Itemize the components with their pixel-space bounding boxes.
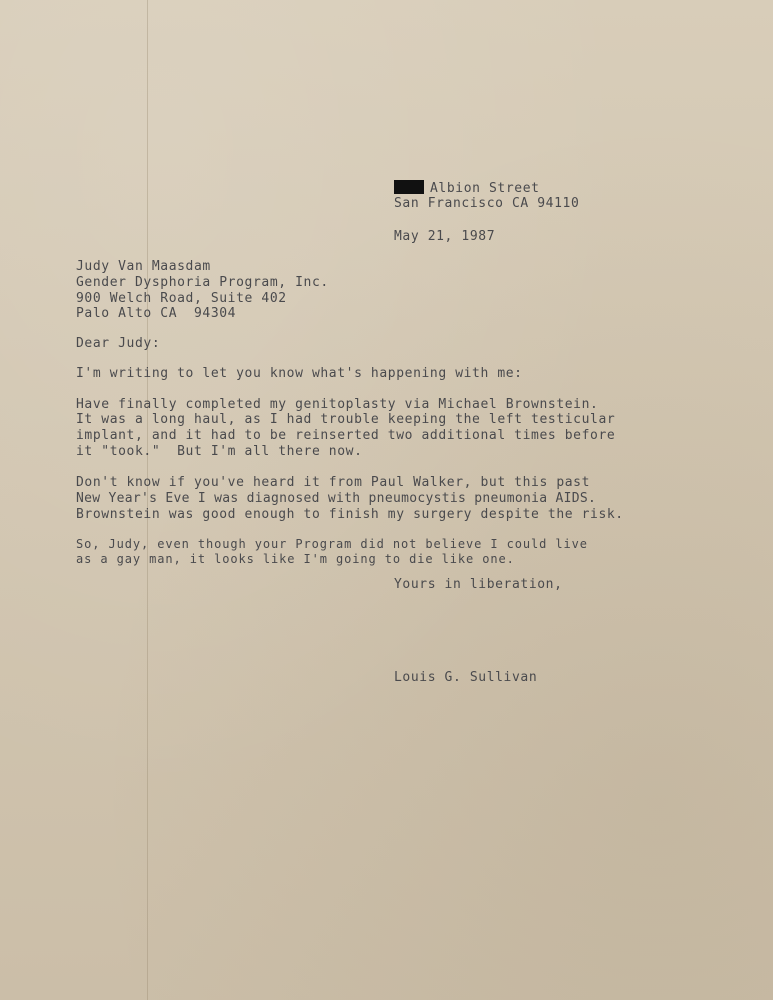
letter-date: May 21, 1987 bbox=[394, 229, 496, 244]
paragraph-surgery-line: Have finally completed my genitoplasty via Michael Brownstein. bbox=[76, 397, 599, 412]
recipient-organization: Gender Dysphoria Program, Inc. bbox=[76, 275, 329, 290]
paragraph-surgery-line: it "took." But I'm all there now. bbox=[76, 444, 363, 459]
paragraph-surgery-line: It was a long haul, as I had trouble keeping the left testicular bbox=[76, 412, 616, 427]
redaction-block bbox=[394, 180, 424, 194]
sender-street: Albion Street bbox=[430, 181, 540, 196]
paragraph-closing-thought-line: as a gay man, it looks like I'm going to die like one. bbox=[76, 552, 515, 566]
recipient-name: Judy Van Maasdam bbox=[76, 259, 211, 274]
paragraph-diagnosis-line: New Year's Eve I was diagnosed with pneumocystis pneumonia AIDS. bbox=[76, 491, 597, 506]
closing: Yours in liberation, bbox=[394, 577, 563, 592]
paragraph-intro: I'm writing to let you know what's happening with me: bbox=[76, 366, 523, 381]
recipient-city: Palo Alto CA 94304 bbox=[76, 306, 237, 321]
paragraph-closing-thought-line: So, Judy, even though your Program did not believe I could live bbox=[76, 537, 588, 551]
sender-street-line bbox=[394, 180, 540, 197]
paragraph-diagnosis-line: Don't know if you've heard it from Paul Walker, but this past bbox=[76, 475, 591, 490]
paragraph-diagnosis-line: Brownstein was good enough to finish my surgery despite the risk. bbox=[76, 507, 624, 522]
salutation: Dear Judy: bbox=[76, 336, 161, 351]
sender-city: San Francisco CA 94110 bbox=[394, 196, 580, 211]
signature-name: Louis G. Sullivan bbox=[394, 670, 538, 685]
paragraph-surgery-line: implant, and it had to be reinserted two additional times before bbox=[76, 428, 616, 443]
recipient-street: 900 Welch Road, Suite 402 bbox=[76, 291, 287, 306]
